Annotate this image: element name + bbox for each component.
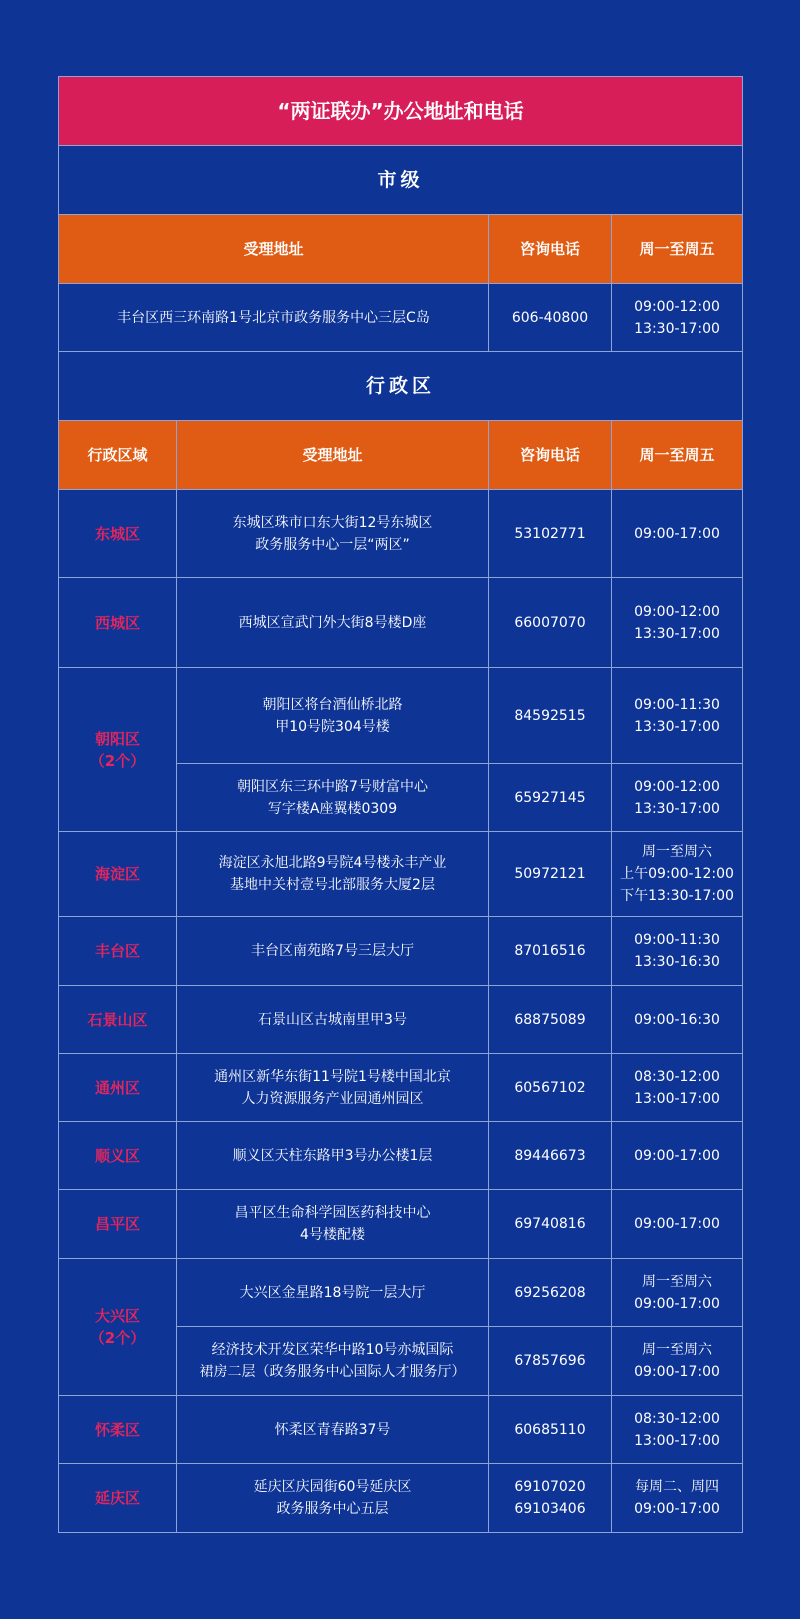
district-hours: 08:30-12:00 13:00-17:00 (612, 1396, 743, 1464)
table-row (59, 832, 743, 917)
district-phone: 69107020 69103406 (489, 1464, 612, 1533)
district-phone: 87016516 (489, 917, 612, 986)
district-name: 怀柔区 (59, 1396, 177, 1464)
district-address: 朝阳区东三环中路7号财富中心 写字楼A座翼楼0309 (177, 764, 489, 832)
district-phone: 65927145 (489, 764, 612, 832)
district-address: 昌平区生命科学园医药科技中心 4号楼配楼 (177, 1190, 489, 1259)
district-address: 西城区宣武门外大街8号楼D座 (177, 578, 489, 668)
district-address: 大兴区金星路18号院一层大厅 (177, 1259, 489, 1327)
district-name: 西城区 (59, 578, 177, 668)
district-address: 经济技术开发区荣华中路10号亦城国际 裙房二层（政务服务中心国际人才服务厅） (177, 1327, 489, 1396)
municipal-phone: 606-40800 (489, 284, 612, 352)
table-row (59, 1464, 743, 1533)
municipal-section-row (59, 146, 743, 215)
district-name: 石景山区 (59, 986, 177, 1054)
district-address: 海淀区永旭北路9号院4号楼永丰产业 基地中关村壹号北部服务大厦2层 (177, 832, 489, 917)
district-hours: 每周二、周四 09:00-17:00 (612, 1464, 743, 1533)
district-address: 东城区珠市口东大街12号东城区 政务服务中心一层“两区” (177, 490, 489, 578)
table-row (59, 578, 743, 668)
table-row (59, 1396, 743, 1464)
table-row (59, 668, 743, 764)
municipal-phone-header: 咨询电话 (489, 215, 612, 284)
district-hours: 08:30-12:00 13:00-17:00 (612, 1054, 743, 1122)
district-address: 延庆区庆园街60号延庆区 政务服务中心五层 (177, 1464, 489, 1533)
district-name: 通州区 (59, 1054, 177, 1122)
municipal-address: 丰台区西三环南路1号北京市政务服务中心三层C岛 (59, 284, 489, 352)
district-section-row (59, 352, 743, 421)
table-row (59, 1190, 743, 1259)
district-phone: 60685110 (489, 1396, 612, 1464)
address-table (58, 76, 743, 1533)
district-name: 延庆区 (59, 1464, 177, 1533)
district-section-heading: 行政区 (59, 352, 743, 421)
district-header-row (59, 421, 743, 490)
district-phone-header: 咨询电话 (489, 421, 612, 490)
district-hours: 09:00-17:00 (612, 1190, 743, 1259)
district-name: 大兴区 （2个） (59, 1259, 177, 1396)
district-address: 丰台区南苑路7号三层大厅 (177, 917, 489, 986)
page-title: “两证联办”办公地址和电话 (59, 77, 743, 146)
district-hours: 09:00-12:00 13:30-17:00 (612, 764, 743, 832)
district-address: 怀柔区青春路37号 (177, 1396, 489, 1464)
district-hours: 周一至周六 上午09:00-12:00 下午13:30-17:00 (612, 832, 743, 917)
municipal-hours: 09:00-12:00 13:30-17:00 (612, 284, 743, 352)
table-row (59, 1054, 743, 1122)
district-hours: 09:00-16:30 (612, 986, 743, 1054)
district-address-header: 受理地址 (177, 421, 489, 490)
district-name: 东城区 (59, 490, 177, 578)
table-row (59, 917, 743, 986)
district-hours: 09:00-11:30 13:30-17:00 (612, 668, 743, 764)
municipal-hours-header: 周一至周五 (612, 215, 743, 284)
table-row (59, 1122, 743, 1190)
table-row (59, 490, 743, 578)
municipal-address-header: 受理地址 (59, 215, 489, 284)
district-name: 丰台区 (59, 917, 177, 986)
municipal-row (59, 284, 743, 352)
district-hours: 周一至周六 09:00-17:00 (612, 1327, 743, 1396)
district-phone: 60567102 (489, 1054, 612, 1122)
municipal-header-row (59, 215, 743, 284)
district-phone: 68875089 (489, 986, 612, 1054)
district-hours-header: 周一至周五 (612, 421, 743, 490)
table-row (59, 1259, 743, 1327)
district-phone: 69256208 (489, 1259, 612, 1327)
district-phone: 50972121 (489, 832, 612, 917)
district-phone: 89446673 (489, 1122, 612, 1190)
district-name: 海淀区 (59, 832, 177, 917)
district-hours: 周一至周六 09:00-17:00 (612, 1259, 743, 1327)
district-name: 昌平区 (59, 1190, 177, 1259)
district-phone: 84592515 (489, 668, 612, 764)
table-row (59, 986, 743, 1054)
district-name-header: 行政区域 (59, 421, 177, 490)
district-hours: 09:00-17:00 (612, 1122, 743, 1190)
district-address: 通州区新华东街11号院1号楼中国北京 人力资源服务产业园通州园区 (177, 1054, 489, 1122)
district-address: 顺义区天柱东路甲3号办公楼1层 (177, 1122, 489, 1190)
title-row (59, 77, 743, 146)
district-phone: 53102771 (489, 490, 612, 578)
district-name: 顺义区 (59, 1122, 177, 1190)
address-table-container (58, 76, 742, 1533)
district-hours: 09:00-12:00 13:30-17:00 (612, 578, 743, 668)
district-address: 石景山区古城南里甲3号 (177, 986, 489, 1054)
district-hours: 09:00-11:30 13:30-16:30 (612, 917, 743, 986)
district-name: 朝阳区 （2个） (59, 668, 177, 832)
district-phone: 69740816 (489, 1190, 612, 1259)
district-address: 朝阳区将台酒仙桥北路 甲10号院304号楼 (177, 668, 489, 764)
district-phone: 67857696 (489, 1327, 612, 1396)
district-phone: 66007070 (489, 578, 612, 668)
district-hours: 09:00-17:00 (612, 490, 743, 578)
municipal-section-heading: 市级 (59, 146, 743, 215)
